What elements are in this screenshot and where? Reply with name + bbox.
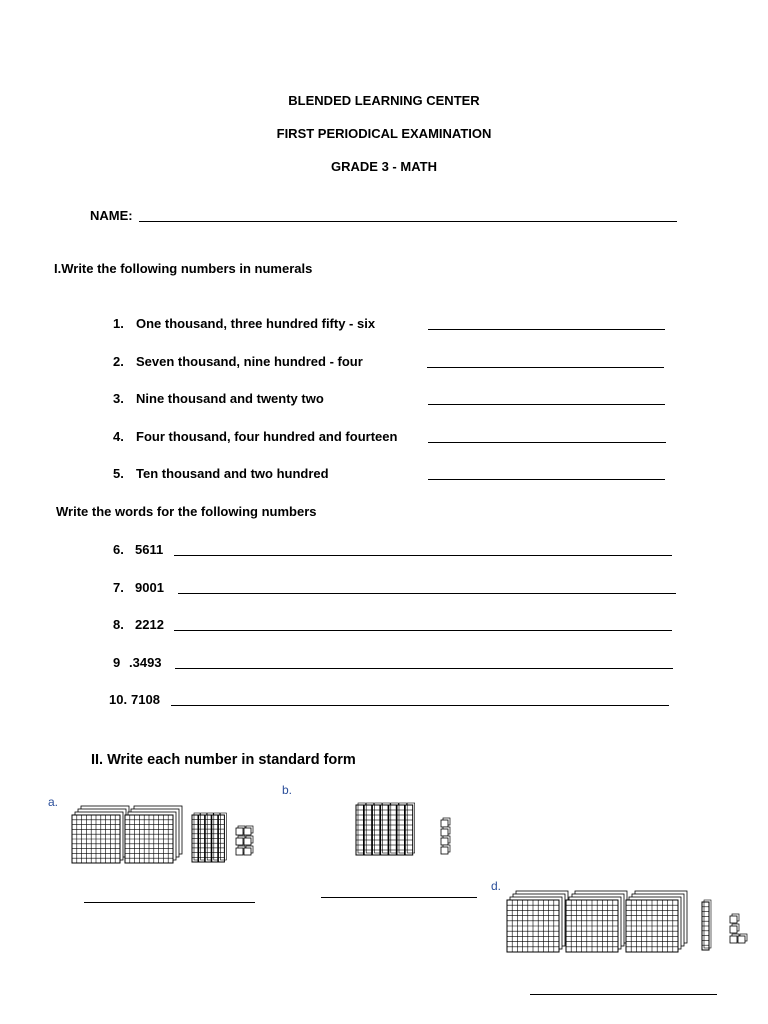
- unit-cube: [738, 936, 745, 943]
- item-text: Nine thousand and twenty two: [136, 391, 324, 406]
- item-number: 4.: [113, 429, 124, 444]
- thousand-cube: [125, 815, 173, 863]
- unit-cube: [441, 820, 448, 827]
- school-name: BLENDED LEARNING CENTER: [288, 93, 480, 108]
- item-value: .3493: [129, 655, 162, 670]
- item-text: Four thousand, four hundred and fourteen: [136, 429, 398, 444]
- unit-cube: [730, 926, 737, 933]
- thousand-cube: [566, 900, 618, 952]
- item-number: 3.: [113, 391, 124, 406]
- item-number: 10.: [109, 692, 128, 707]
- answer-line-b[interactable]: [321, 897, 477, 898]
- thousand-cube: [507, 900, 559, 952]
- item-number: 9: [113, 655, 121, 670]
- section2-title: II. Write each number in standard form: [91, 752, 356, 768]
- unit-cube: [236, 838, 243, 845]
- item-text: Seven thousand, nine hundred - four: [136, 354, 363, 369]
- unit-cube: [236, 848, 243, 855]
- unit-cube: [441, 829, 448, 836]
- grade-subject: GRADE 3 - MATH: [331, 159, 437, 174]
- item-text: Ten thousand and two hundred: [136, 466, 329, 481]
- unit-cube: [730, 916, 737, 923]
- name-label: NAME:: [90, 208, 133, 223]
- unit-cube: [236, 828, 243, 835]
- unit-cube: [244, 848, 251, 855]
- item-number: 2.: [113, 354, 124, 369]
- item-number: 5.: [113, 466, 124, 481]
- unit-cube: [730, 936, 737, 943]
- item-number: 6.: [113, 542, 124, 557]
- answer-line-a[interactable]: [84, 902, 255, 903]
- item-value: 7108: [131, 692, 160, 707]
- label-a: a.: [48, 795, 59, 809]
- label-b: b.: [282, 783, 293, 797]
- unit-cube: [244, 838, 251, 845]
- item-value: 5611: [135, 542, 164, 557]
- exam-title: FIRST PERIODICAL EXAMINATION: [276, 126, 492, 141]
- label-d: d.: [491, 879, 502, 893]
- unit-cube: [244, 828, 251, 835]
- item-number: 7.: [113, 580, 124, 595]
- item-text: One thousand, three hundred fifty - six: [136, 316, 376, 331]
- thousand-cube: [626, 900, 678, 952]
- section1b-title: Write the words for the following numbers: [56, 504, 317, 519]
- item-number: 1.: [113, 316, 124, 331]
- item-number: 8.: [113, 617, 124, 632]
- section1-title: I.Write the following numbers in numerals: [54, 261, 313, 276]
- answer-line-d[interactable]: [530, 994, 717, 995]
- thousand-cube: [72, 815, 120, 863]
- unit-cube: [441, 838, 448, 845]
- item-value: 2212: [135, 617, 164, 632]
- item-value: 9001: [135, 580, 164, 595]
- unit-cube: [441, 847, 448, 854]
